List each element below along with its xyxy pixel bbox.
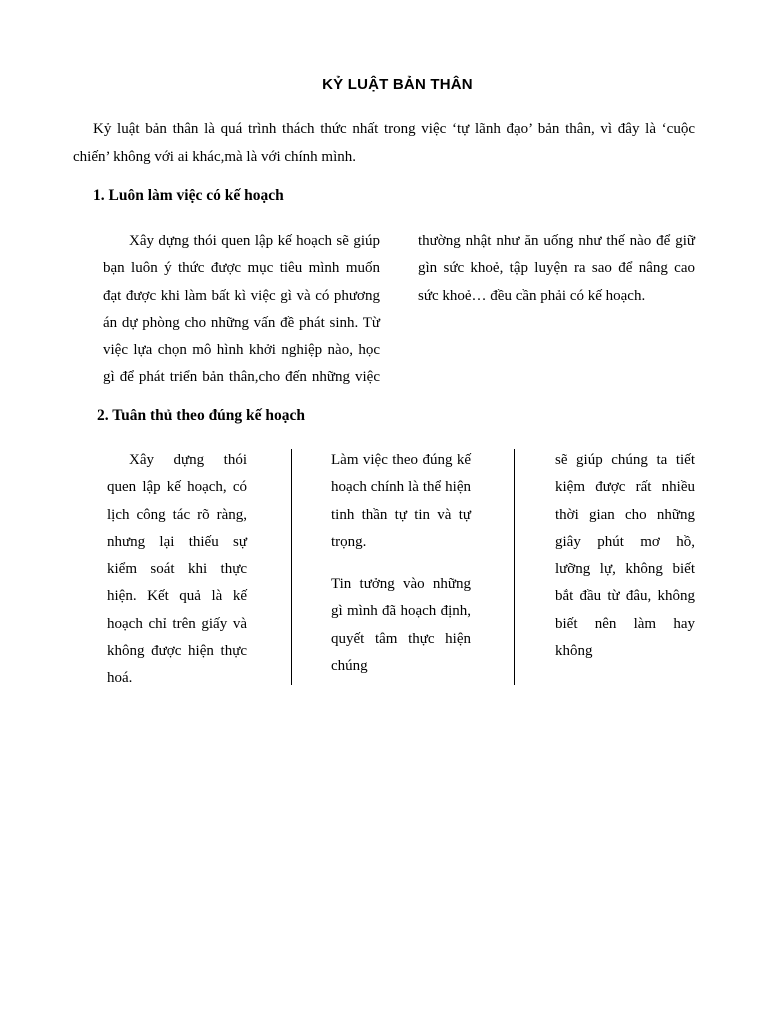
section-2-column-1 xyxy=(107,447,247,693)
section-2-column-1-text: Xây dựng thói quen lập kế hoạch, có lịch công tác rõ ràng, nhưng lại thiếu sự kiểm soát khi thực hiện. Kết quả là kế hoạch chỉ trên giấy và không được hiện thực hoá. xyxy=(107,452,247,687)
column-divider xyxy=(291,449,292,685)
column-divider xyxy=(514,449,515,685)
section-2-column-2 xyxy=(331,447,471,680)
section-2-column-2-text-2: Tin tưởng vào những gì mình đã hoạch định, quyết tâm thực hiện chúng xyxy=(331,576,471,675)
section-1-paragraph: Xây dựng thói quen lập kế hoạch sẽ giúp bạn luôn ý thức được mục tiêu mình muốn đạt được khi làm bất kì việc gì và có phương án dự phòng cho những vấn đề phát sinh. Từ việc lựa chọn mô hình khởi nghiệp nào, học gì để phát triển bản thân,cho đến những việc thường nhật như ăn uống như thế nào để giữ gìn sức khoẻ, tập luyện ra sao để nâng cao sức khoẻ… đều cần phải có kế hoạch. xyxy=(103,233,695,386)
section-2-column-3 xyxy=(555,447,695,665)
section-1-heading: 1. Luôn làm việc có kế hoạch xyxy=(93,187,284,204)
intro-paragraph: Kỷ luật bản thân là quá trình thách thức nhất trong việc ‘tự lãnh đạo’ bản thân, vì đây là ‘cuộc chiến’ không với ai khác,mà là với chính mình. xyxy=(73,121,695,165)
section-2-column-2-text-1: Làm việc theo đúng kế hoạch chính là thể hiện tinh thần tự tin và tự trọng. xyxy=(331,452,471,550)
section-2-column-3-text: sẽ giúp chúng ta tiết kiệm được rất nhiều thời gian cho những giây phút mơ hồ, lưỡng lự, không biết bắt đầu từ đâu, không biết nên làm hay không xyxy=(555,452,695,660)
page-title: KỶ LUẬT BẢN THÂN xyxy=(322,76,473,93)
section-2-heading: 2. Tuân thủ theo đúng kế hoạch xyxy=(97,407,306,424)
section-1-body xyxy=(103,228,695,393)
